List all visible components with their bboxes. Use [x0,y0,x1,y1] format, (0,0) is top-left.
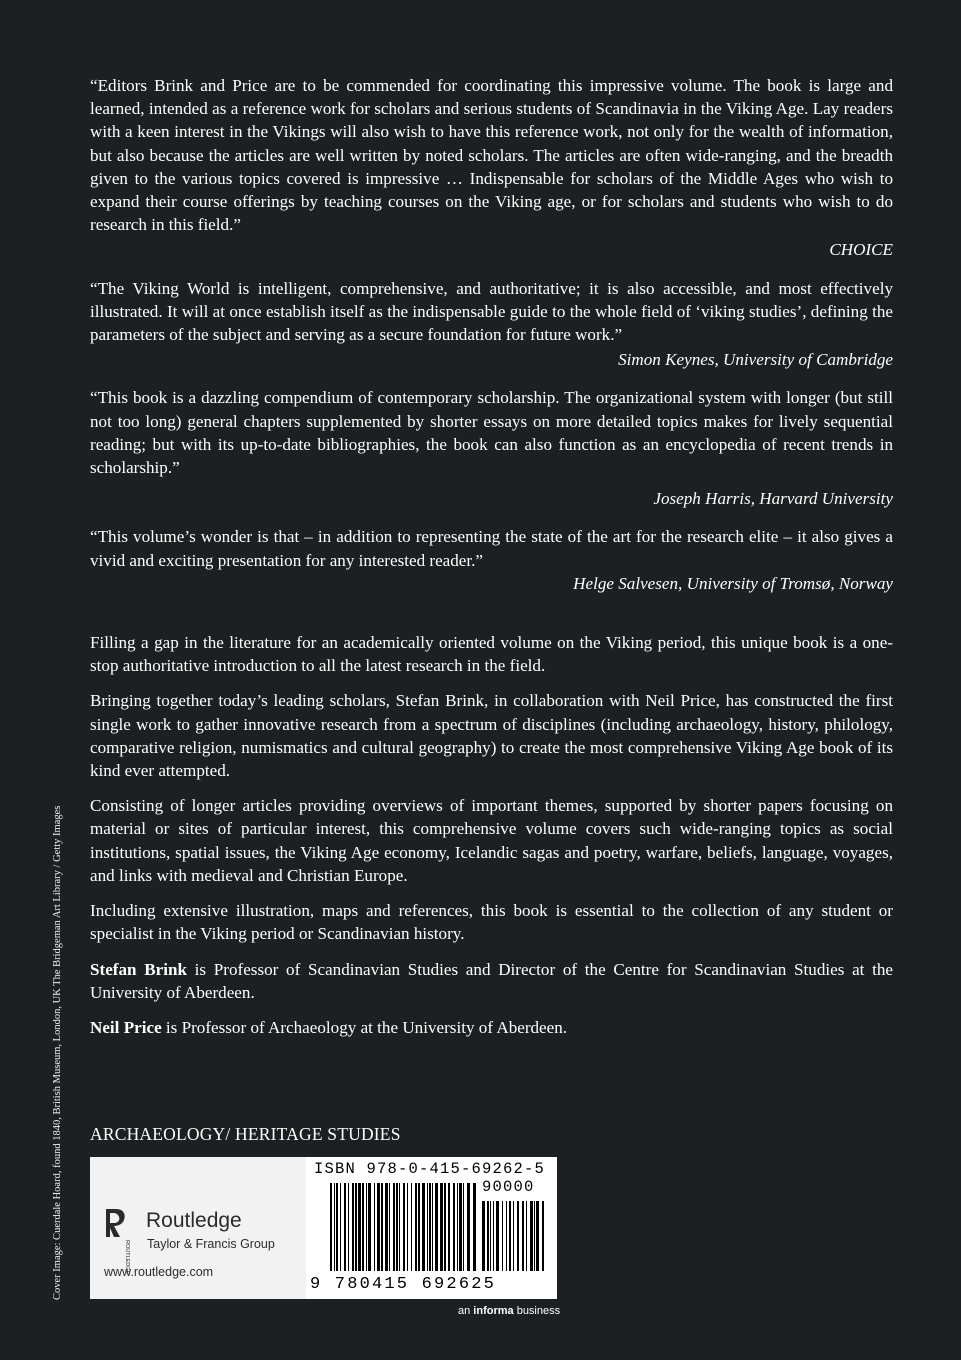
barcode-bar [368,1183,371,1271]
barcode-bar [463,1183,464,1271]
author-bio-text: is Professor of Scandinavian Studies and Director of the Centre for Scandinavian Studies at the University of Aberdeen. [90,959,893,1002]
barcode-bar [432,1183,433,1271]
subject-category: ARCHAEOLOGY/ HERITAGE STUDIES [90,1124,401,1144]
barcode-bar [393,1183,395,1271]
author-name: Stefan Brink [90,959,187,979]
review-quote: “This book is a dazzling compendium of contemporary scholarship. The organizational system with longer (but still not too long) general chapters supplemented by shorter essays on more detailed topics makes for lively sequential reading; but with its up-to-date bibliographies, the book can also function as an encyclopedia of recent trends in scholarship.” [90,388,893,478]
review-quote: “Editors Brink and Price are to be commended for coordinating this impressive volume. The book is large and learned, intended as a reference work for scholars and serious students of Scandinavia in the Viking Age. Lay readers with a keen interest in the Vikings will also wish to have this reference work, not only for the wealth of information, but also because the articles are well written by noted scholars. The articles are often wide-ranging, and the breadth given to the various topics covered is impressive … Indispensable for scholars of the Middle Ages who wish to expand their course offerings by teaching courses on the Viking age, or for scholars and students who wish to do research in this field.” [90,76,893,235]
author-name: Neil Price [90,1017,162,1037]
barcode-bar [536,1201,539,1271]
quote-block-2 [90,277,893,372]
barcode-bar [522,1201,524,1271]
barcode-bar [399,1183,400,1271]
barcode-bar [377,1183,380,1271]
barcode-bar [389,1183,390,1271]
barcode-bar [348,1183,349,1271]
review-quote: “This volume’s wonder is that – in addition to representing the state of the art for the research elite – it also gives a vivid and exciting presentation for any interested reader.” [90,527,893,570]
barcode-bar [448,1183,450,1271]
publisher-logo-box [90,1157,306,1299]
barcode-bar [358,1183,361,1271]
barcode-bar [362,1183,364,1271]
description-paragraph: Consisting of longer articles providing overviews of important themes, supported by shorter papers focusing on material or sites of particular interest, this comprehensive volume covers such wide-ranging topics as social institutions, spatial issues, the Viking Age economy, Icelandic sagas and poetry, warfare, beliefs, language, voyages, and links with medieval and Christian Europe. [90,796,893,885]
barcode-bar [517,1201,519,1271]
author-bio [90,1016,893,1039]
barcode-bar [482,1201,485,1271]
description-paragraph: Including extensive illustration, maps and references, this book is essential to the collection of any student or specialist in the Viking period or Scandinavian history. [90,901,893,944]
barcode-bar [429,1183,431,1271]
quote-block-1 [90,74,893,262]
informa-tagline [458,1305,560,1317]
barcode-box [306,1157,557,1299]
barcode-bar [355,1183,357,1271]
publisher-group: Taylor & Francis Group [147,1237,275,1251]
quote-block-3 [90,386,893,510]
barcode-bar [422,1183,425,1271]
barcode-bar [444,1183,446,1271]
publisher-name: Routledge [146,1209,242,1232]
barcode-bar [407,1183,408,1271]
review-quote: “The Viking World is intelligent, comprehensive, and authoritative; it is also accessible, and most effectively illustrated. It will at once establish itself as the indispensable guide to the whole field of ‘viking studies’, defining the parameters of the subject and serving as a secure foundation for future work.” [90,278,893,345]
barcode-bar [467,1183,470,1271]
cover-image-credit: Cover Image: Cuerdale Hoard, found 1840, British Museum, London, UK The Bridgeman Art Library / Getty Images [52,805,63,1300]
isbn-text: ISBN 978-0-415-69262-5 [314,1160,546,1178]
ean-digits: 9 780415 692625 [310,1275,497,1294]
description-paragraph: Bringing together today’s leading scholars, Stefan Brink, in collaboration with Neil Price, has constructed the first single work to gather innovative research from a spectrum of disciplines (including archaeology, history, philology, comparative religion, numismatics and cultural geography) to create the most comprehensive Viking Age book of its kind ever attempted. [90,691,893,781]
barcode-bar [374,1183,375,1271]
review-attribution: Simon Keynes, University of Cambridge [618,350,893,370]
barcode-bar [385,1183,388,1271]
barcode-bar [473,1183,476,1271]
barcode-bar [396,1183,398,1271]
barcode-bar [366,1183,367,1271]
routledge-logo-icon [102,1207,130,1275]
barcode-bar [513,1201,514,1271]
author-bio [90,958,893,1004]
informa-prefix: an [458,1305,474,1317]
barcode-bar [490,1201,491,1271]
barcode-bar [509,1201,511,1271]
barcode-bar [334,1183,335,1271]
barcode-bar [457,1183,458,1271]
barcode-bar [542,1201,544,1271]
barcode-bar [340,1183,341,1271]
barcode-bar [415,1183,417,1271]
barcode-bar [418,1183,420,1271]
barcode-bar [506,1201,507,1271]
barcode-bar [435,1183,438,1271]
barcode-bar [493,1201,494,1271]
informa-suffix: business [513,1305,561,1317]
review-attribution: Helge Salvesen, University of Tromsø, Norway [573,573,893,593]
barcode-bar [487,1201,489,1271]
barcode-bar [336,1183,338,1271]
barcode-bar [403,1183,405,1271]
barcode-bar [453,1183,455,1271]
barcode-bar [526,1201,527,1271]
barcode-bar [427,1183,428,1271]
quote-block-4 [90,525,893,595]
barcode-bar [440,1183,443,1271]
publisher-url: www.routledge.com [104,1265,214,1279]
barcode-bar [502,1201,503,1271]
description-paragraph: Filling a gap in the literature for an academically oriented volume on the Viking period, this unique book is a one-stop authoritative introduction to all the latest research in the field. [90,633,893,676]
review-attribution: Joseph Harris, Harvard University [653,489,893,509]
spine-word: ROUTLEDGE [124,1240,130,1275]
price-code: 90000 [482,1178,535,1196]
barcode-bar [381,1183,383,1271]
barcode-bar [330,1183,332,1271]
barcode-bar [530,1201,533,1271]
author-bio-text: is Professor of Archaeology at the University of Aberdeen. [161,1017,568,1037]
back-cover-text [90,74,893,1051]
barcode-bar [534,1201,535,1271]
barcode-bar [411,1183,412,1271]
review-attribution: CHOICE [829,240,893,260]
barcode-bar [344,1183,346,1271]
barcode-bar [352,1183,354,1271]
barcode-bar [496,1201,499,1271]
informa-brand: informa [473,1305,514,1317]
barcode-bar [459,1183,462,1271]
